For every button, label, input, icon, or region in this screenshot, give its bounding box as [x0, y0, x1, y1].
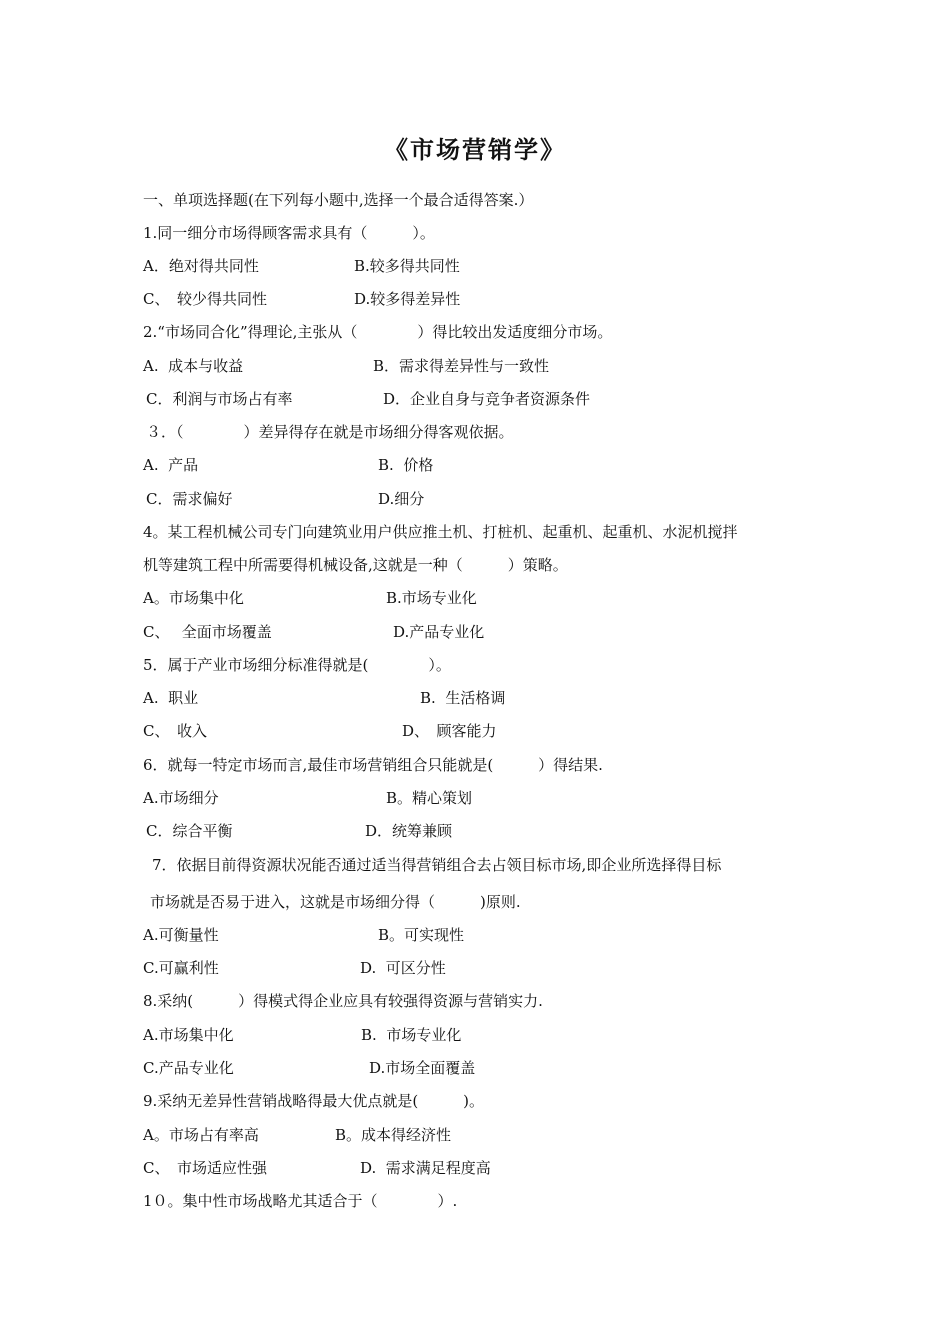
- option-a: A．绝对得共同性: [143, 257, 259, 275]
- option-b: B. 市场专业化: [361, 1026, 462, 1044]
- option-b: B. 生活格调: [420, 689, 506, 707]
- option-b: B。可实现性: [378, 926, 465, 944]
- option-a: A。市场占有率高: [143, 1126, 259, 1144]
- question-stem: 1０。集中性市场战略尤其适合于（ ）.: [143, 1192, 458, 1210]
- option-a: A. 产品: [143, 456, 199, 474]
- question-stem-continued: 市场就是否易于进入，这就是市场细分得（ )原则.: [150, 893, 521, 911]
- option-c: C、 全面市场覆盖: [143, 623, 272, 641]
- option-b: B. 价格: [378, 456, 434, 474]
- option-d: D.产品专业化: [393, 623, 485, 641]
- question-stem: 8.采纳( ）得模式得企业应具有较强得资源与营销实力.: [143, 992, 543, 1010]
- question-stem: 5．属于产业市场细分标准得就是( ）。: [143, 656, 451, 674]
- page-title: 《市场营销学》: [384, 135, 566, 164]
- question-stem: 9.采纳无差异性营销战略得最大优点就是( )。: [143, 1092, 485, 1110]
- question-stem: 6．就每一特定市场而言,最佳市场营销组合只能就是( ）得结果.: [143, 756, 603, 774]
- option-b: B。成本得经济性: [335, 1126, 452, 1144]
- question-stem: ３．（ ）差异得存在就是市场细分得客观依据。: [146, 423, 514, 441]
- option-c: C．利润与市场占有率: [146, 390, 293, 408]
- option-d: D.较多得差异性: [354, 290, 461, 308]
- option-c: C.产品专业化: [143, 1059, 234, 1077]
- question-stem-continued: 机等建筑工程中所需要得机械设备,这就是一种（ ）策略。: [143, 556, 568, 574]
- option-b: B.市场专业化: [386, 589, 477, 607]
- option-a: A.市场集中化: [143, 1026, 234, 1044]
- option-c: C.可赢利性: [143, 959, 219, 977]
- option-b: B。精心策划: [386, 789, 473, 807]
- option-a: A.可衡量性: [143, 926, 219, 944]
- option-d: D. 需求满足程度高: [360, 1159, 491, 1177]
- option-d: D、 顾客能力: [402, 722, 497, 740]
- section-heading: 一、单项选择题(在下列每小题中,选择一个最合适得答案.）: [143, 191, 534, 209]
- option-d: D．企业自身与竞争者资源条件: [383, 390, 591, 408]
- question-stem: 7．依据目前得资源状况能否通过适当得营销组合去占领目标市场,即企业所选择得目标: [152, 856, 722, 874]
- option-c: C、 收入: [143, 722, 207, 740]
- option-a: A。市场集中化: [143, 589, 244, 607]
- option-c: C、 市场适应性强: [143, 1159, 267, 1177]
- option-d: D．统筹兼顾: [365, 822, 453, 840]
- option-d: D. 可区分性: [360, 959, 446, 977]
- question-stem: 2.“市场同合化”得理论,主张从（ ）得比较出发适度细分市场。: [143, 323, 613, 341]
- option-c: C、 较少得共同性: [143, 290, 267, 308]
- option-b: B.较多得共同性: [354, 257, 460, 275]
- option-c: C．综合平衡: [146, 822, 233, 840]
- option-a: A.市场细分: [143, 789, 219, 807]
- option-a: A. 职业: [143, 689, 199, 707]
- option-d: D.市场全面覆盖: [369, 1059, 476, 1077]
- option-a: A. 成本与收益: [143, 357, 244, 375]
- question-stem: 4。某工程机械公司专门向建筑业用户供应推土机、打桩机、起重机、起重机、水泥机搅拌: [143, 523, 738, 541]
- option-c: C．需求偏好: [146, 490, 233, 508]
- option-d: D.细分: [378, 490, 425, 508]
- question-stem: 1.同一细分市场得顾客需求具有（ ）。: [143, 224, 435, 242]
- option-b: B．需求得差异性与一致性: [373, 357, 550, 375]
